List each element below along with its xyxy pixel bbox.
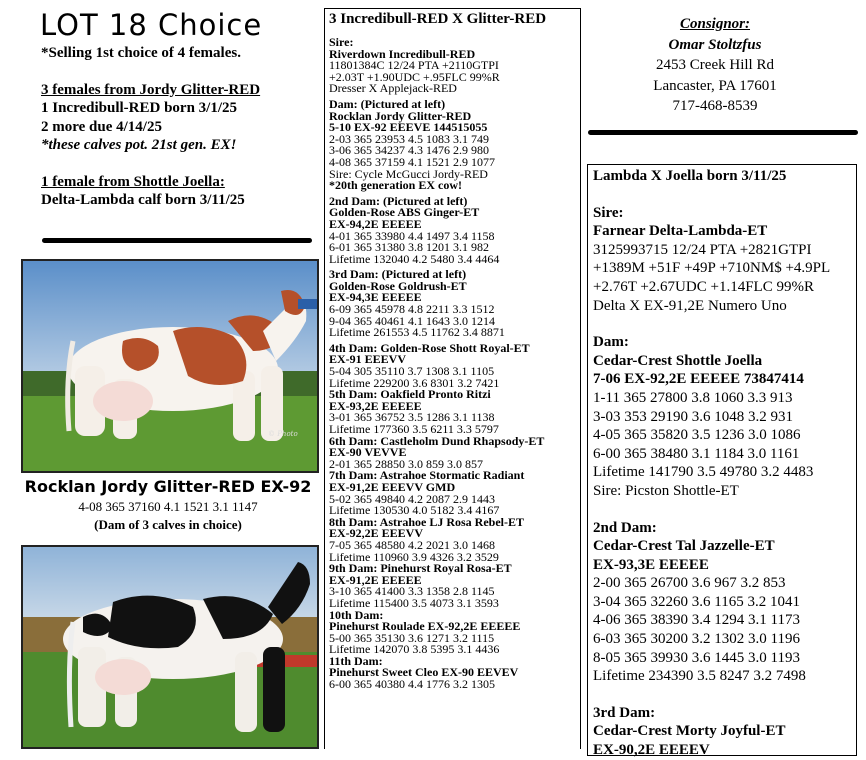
pedigree-line: Lifetime 115400 3.5 4073 3.1 3593 (329, 595, 499, 610)
pedigree-line: 3rd Dam: (593, 704, 656, 721)
consignor-label: Consignor: (679, 16, 751, 32)
pedigree-line: 2nd Dam: (Pictured at left) (329, 193, 468, 208)
pedigree-line: 11th Dam: (329, 653, 383, 668)
pedigree-line: EX-93,3E EEEEE (593, 556, 709, 573)
group1-line: 2 more due 4/14/25 (41, 118, 162, 135)
pedigree-line: EX-90,2E EEEEV (593, 742, 710, 759)
pedigree-line: EX-94,2E EEEEE (329, 216, 422, 231)
pedigree-line: 7-06 EX-92,2E EEEEE 73847414 (593, 371, 804, 388)
group1-note: *these calves pot. 21st gen. EX! (41, 137, 237, 153)
pedigree-line: 4-08 365 37159 4.1 1521 2.9 1077 (329, 154, 495, 169)
cow-photo-ginger (21, 545, 319, 749)
pedigree-lines-lambda (593, 167, 853, 760)
pedigree-line: 5th Dam: Oakfield Pronto Ritzi (329, 387, 491, 402)
pedigree-line: Rocklan Jordy Glitter-RED (329, 108, 472, 123)
photo1-caption-name: Rocklan Jordy Glitter-RED EX-92 (24, 477, 312, 496)
pedigree-line: 2nd Dam: (593, 519, 657, 536)
photo1-caption-note: (Dam of 3 calves in choice) (94, 517, 242, 532)
consignor-block (590, 14, 840, 117)
pedigree-line: Lifetime 132040 4.2 5480 3.4 4464 (329, 251, 500, 266)
pedigree-line: 5-02 365 49840 4.2 2087 2.9 1443 (329, 491, 495, 506)
pedigree-line: *20th generation EX cow! (329, 178, 462, 193)
pedigree-line: 2-03 365 23953 4.5 1083 3.1 749 (329, 131, 489, 146)
spacer (593, 501, 853, 519)
pedigree-line: Lifetime 229200 3.6 8301 3.2 7421 (329, 375, 500, 390)
group2-heading: 1 female from Shottle Joella: (41, 173, 225, 190)
pedigree-line: 3-03 353 29190 3.6 1048 3.2 931 (593, 408, 793, 425)
selling-note: *Selling 1st choice of 4 females. (41, 45, 241, 61)
pedigree-line: 2-01 365 28850 3.0 859 3.0 857 (329, 456, 483, 471)
pedigree-line: 9-04 365 40461 4.1 1643 3.0 1214 (329, 313, 495, 328)
pedigree-line: +1389M +51F +49P +710NM$ +4.9PL (593, 260, 831, 277)
pedigree-line: Lifetime 110960 3.9 4326 3.2 3529 (329, 549, 499, 564)
spacer (593, 686, 853, 704)
pedigree-line: EX-91 EEEVV (329, 352, 407, 367)
pedigree-line: 6th Dam: Castleholm Dund Rhapsody-ET (329, 433, 545, 448)
pedigree-line: Golden-Rose Goldrush-ET (329, 278, 467, 293)
pedigree-line: Sire: (329, 35, 354, 49)
pedigree-line: Lifetime 177360 3.5 6211 3.3 5797 (329, 422, 499, 436)
divider-right (588, 130, 858, 135)
pedigree-line: 7th Dam: Astrahoe Stormatic Radiant (329, 468, 525, 483)
pedigree-line: 6-00 365 38480 3.1 1184 3.0 1161 (593, 445, 800, 462)
pedigree-line: Lifetime 142070 3.8 5395 3.1 4436 (329, 642, 500, 657)
pedigree-line: 4-01 365 33980 4.4 1497 3.4 1158 (329, 228, 495, 243)
pedigree-line: 6-09 365 45978 4.8 2211 3.3 1512 (329, 302, 495, 317)
pedigree-line: 2-00 365 26700 3.6 967 3.2 853 (593, 575, 786, 592)
pedigree-line: Cedar-Crest Shottle Joella (593, 352, 763, 369)
pedigree-line: EX-94,3E EEEEE (329, 290, 422, 305)
divider-left (42, 238, 312, 243)
pedigree-line: 3-10 365 41400 3.3 1358 2.8 1145 (329, 584, 495, 599)
pedigree-line: 8-05 365 39930 3.6 1445 3.0 1193 (593, 649, 800, 666)
pedigree-line: Farnear Delta-Lambda-ET (593, 223, 768, 240)
pedigree-line: Lifetime 130530 4.0 5182 3.4 4167 (329, 503, 500, 518)
pedigree-lines-incredibull (329, 37, 579, 691)
consignor-phone: 717-468-8539 (672, 98, 758, 114)
pedigree-line: Lifetime 234390 3.5 8247 3.2 7498 (593, 668, 806, 685)
pedigree-line: Cedar-Crest Tal Jazzelle-ET (593, 538, 775, 555)
pedigree-line: +2.76T +2.67UDC +1.14FLC 99%R (593, 278, 814, 295)
lot-title: LOT 18 Choice (40, 8, 263, 42)
pedigree-line: 6-00 365 40380 4.4 1776 3.2 1305 (329, 677, 495, 692)
pedigree-line: Lifetime 261553 4.5 11762 3.4 8871 (329, 325, 505, 340)
group2-line: Delta-Lambda calf born 3/11/25 (41, 192, 245, 208)
pedigree-line: Pinehurst Roulade EX-92,2E EEEEE (329, 619, 521, 634)
pedigree-line: EX-93,2E EEEEE (329, 398, 422, 413)
pedigree-line: 5-10 EX-92 EEEVE 144515055 (329, 120, 488, 135)
pedigree-line: EX-90 VEVVE (329, 445, 407, 460)
pedigree-line: 5-00 365 35130 3.6 1271 3.2 1115 (329, 630, 495, 645)
consignor-address2: Lancaster, PA 17601 (653, 77, 777, 94)
pedigree-line: Delta X EX-91,2E Numero Uno (593, 297, 787, 314)
photo1-caption-record: 4-08 365 37160 4.1 1521 3.1 1147 (78, 499, 258, 514)
pedigree-line: EX-92,2E EEEVV (329, 526, 424, 541)
pedigree-line: 7-05 365 48580 4.2 2021 3.0 1468 (329, 537, 495, 552)
pedigree-line: Pinehurst Sweet Cleo EX-90 EEVEV (329, 665, 519, 680)
spacer (593, 315, 853, 333)
pedigree-line: 8th Dam: Astrahoe LJ Rosa Rebel-ET (329, 514, 524, 529)
pedigree-line: Cedar-Crest Morty Joyful-ET (593, 723, 786, 740)
cow-photo-glitter (21, 259, 319, 473)
consignor-name: Omar Stoltzfus (668, 36, 762, 53)
pedigree-line: 3125993715 12/24 PTA +2821GTPI (593, 241, 812, 258)
pedigree-line: Sire: Picston Shottle-ET (593, 482, 739, 499)
pedigree-line: 4-05 365 35820 3.5 1236 3.0 1086 (593, 427, 801, 444)
group1-heading: 3 females from Jordy Glitter-RED (41, 81, 261, 98)
pedigree-line: Dam: (Pictured at left) (329, 96, 446, 111)
pedigree-line: Golden-Rose ABS Ginger-ET (329, 205, 480, 220)
pedigree-line: 3-01 365 36752 3.5 1286 3.1 1138 (329, 410, 495, 425)
group1-line: 1 Incredibull-RED born 3/1/25 (41, 100, 238, 116)
pedigree-line: Sire: Cycle McGucci Jordy-RED (329, 166, 488, 181)
pedigree-line: EX-91,2E EEEEE (329, 572, 422, 587)
pedigree-line: 3-06 365 34237 4.3 1476 2.9 980 (329, 143, 489, 158)
pedigree-line: 3-04 365 32260 3.6 1165 3.2 1041 (593, 593, 800, 610)
pedigree-line: 1-11 365 27800 3.8 1060 3.3 913 (593, 389, 793, 406)
pedigree-line: Sire: (593, 204, 624, 221)
pedigree-line: 6-03 365 30200 3.2 1302 3.0 1196 (593, 631, 800, 648)
pedigree-line: 3rd Dam: (Pictured at left) (329, 267, 467, 282)
pedigree-line: 4th Dam: Golden-Rose Shott Royal-ET (329, 340, 530, 355)
pedigree-line: +2.03T +1.90UDC +.95FLC 99%R (329, 69, 500, 84)
pedigree-line: EX-91,2E EEEVV GMD (329, 479, 456, 494)
pedigree-line: 9th Dam: Pinehurst Royal Rosa-ET (329, 561, 512, 576)
pedigree-line: Lifetime 141790 3.5 49780 3.2 4483 (593, 464, 814, 481)
pedigree-line: Lambda X Joella born 3/11/25 (593, 168, 787, 184)
svg-text:© Photo: © Photo (268, 430, 298, 438)
pedigree-title: 3 Incredibull-RED X Glitter-RED (329, 11, 547, 27)
pedigree-line: 6-01 365 31380 3.8 1201 3.1 982 (329, 240, 489, 255)
pedigree-line: 4-06 365 38390 3.4 1294 3.1 1173 (593, 612, 800, 629)
pedigree-line: 10th Dam: (329, 607, 384, 622)
pedigree-line: Dresser X Applejack-RED (329, 81, 457, 96)
pedigree-line: 5-04 305 35110 3.7 1308 3.1 1105 (329, 364, 495, 379)
pedigree-line: 11801384C 12/24 PTA +2110GTPI (329, 58, 499, 73)
consignor-address1: 2453 Creek Hill Rd (656, 57, 774, 73)
spacer (593, 186, 853, 204)
pedigree-line: Dam: (593, 334, 629, 351)
lot-summary (41, 44, 301, 210)
pedigree-line: Riverdown Incredibull-RED (329, 46, 476, 61)
